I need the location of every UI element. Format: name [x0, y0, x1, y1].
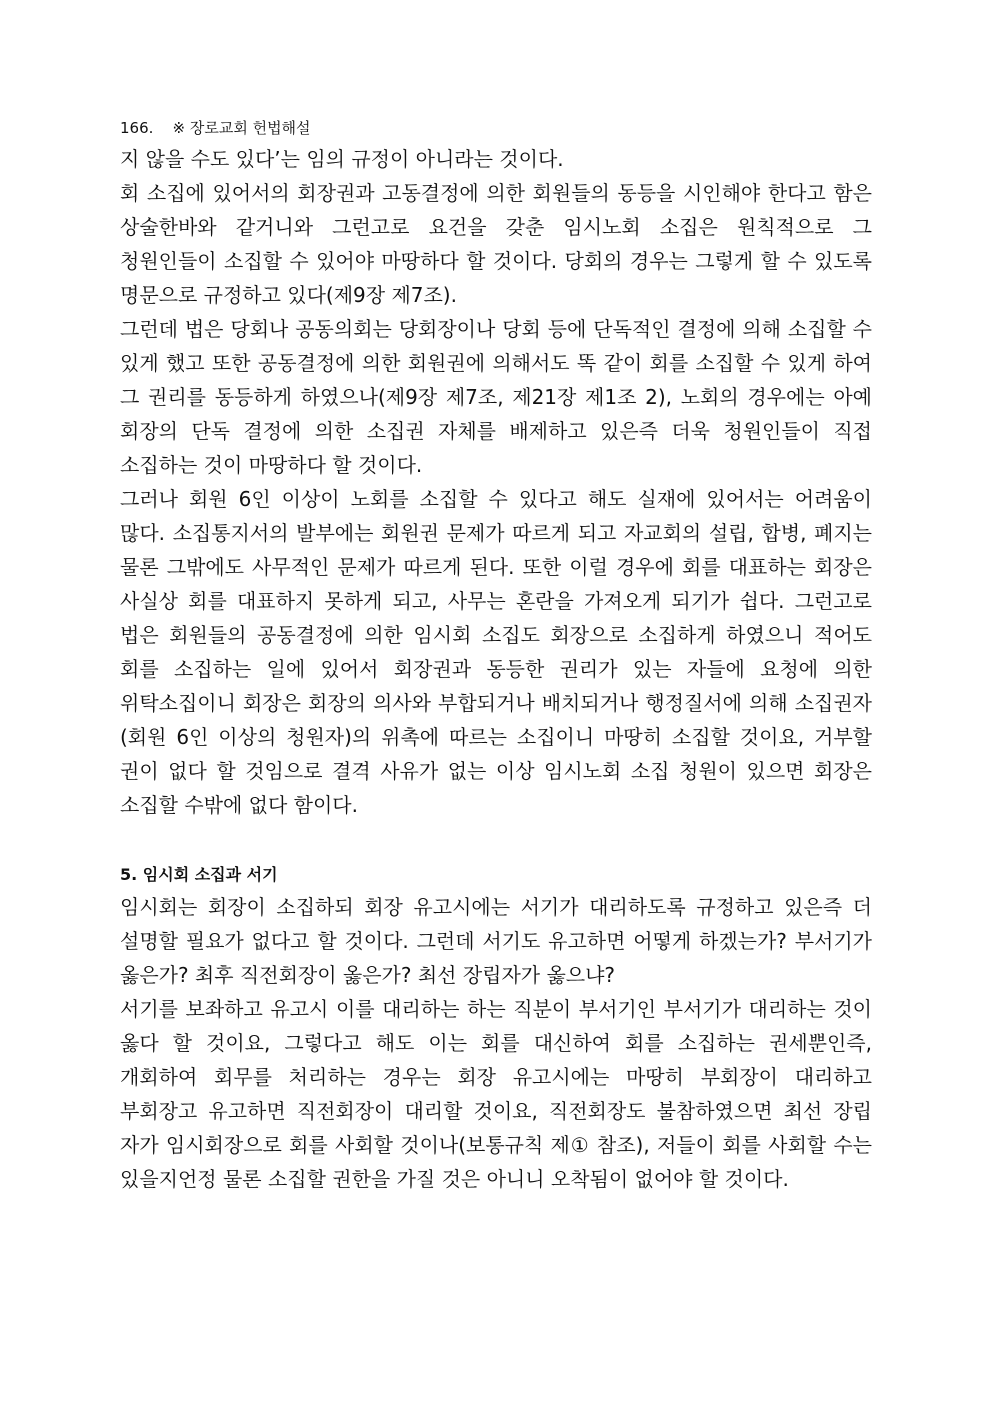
paragraph: 서기를 보좌하고 유고시 이를 대리하는 하는 직분이 부서기인 부서기가 대리하는 것이 옳다 할 것이요, 그렇다고 해도 이는 회를 대신하여 회를 소집하는 권세뿐인즉, 개회하여 회무를 처리하는 경우는 회장 유고시에는 마땅히 부회장이 대리하고 부회장고 유고하면 직전회장이 대리할 것이요, 직전회장도 불참하였으면 최선 장립 자가 임시회장으로 회를 사회할 것이나(보통규칙 제① 참조), 저들이 회를 사회할 수는 있을지언정 물론 소집할 권한을 가질 것은 아니니 오착됨이 없어야 할 것이다. [120, 997, 872, 1191]
document-page [120, 118, 872, 1196]
running-title: ※ 장로교회 헌법해설 [172, 119, 311, 137]
page-number: 166. [120, 119, 154, 137]
body-before-section [120, 142, 872, 822]
body-after-section [120, 890, 872, 1196]
section-spacer [120, 822, 872, 860]
paragraph: 회 소집에 있어서의 회장권과 고동결정에 의한 회원들의 동등을 시인해야 한다고 함은 상술한바와 같거니와 그런고로 요건을 갖춘 임시노회 소집은 원칙적으로 그 청원인들이 소집할 수 있어야 마땅하다 할 것이다. 당회의 경우는 그렇게 할 수 있도록 명문으로 규정하고 있다(제9장 제7조). [120, 181, 872, 307]
page-header [120, 118, 872, 142]
paragraph: 그러나 회원 6인 이상이 노회를 소집할 수 있다고 해도 실재에 있어서는 어려움이 많다. 소집통지서의 발부에는 회원권 문제가 따르게 되고 자교회의 설립, 합병, 폐지는 물론 그밖에도 사무적인 문제가 따르게 된다. 또한 이럴 경우에 회를 대표하는 회장은 사실상 회를 대표하지 못하게 되고, 사무는 혼란을 가져오게 되기가 쉽다. 그런고로 법은 회원들의 공동결정에 의한 임시회 소집도 회장으로 소집하게 하였으니 적어도 회를 소집하는 일에 있어서 회장권과 동등한 권리가 있는 자들에 요청에 의한 위탁소집이니 회장은 회장의 의사와 부합되거나 배치되거나 행정질서에 의해 소집권자(회원 6인 이상의 청원자)의 위촉에 따르는 소집이니 마땅히 소집할 것이요, 거부할 권이 없다 할 것임으로 결격 사유가 없는 이상 임시노회 소집 청원이 있으면 회장은 소집할 수밖에 없다 함이다. [120, 487, 872, 817]
paragraph: 임시회는 회장이 소집하되 회장 유고시에는 서기가 대리하도록 규정하고 있은즉 더 설명할 필요가 없다고 할 것이다. 그런데 서기도 유고하면 어떻게 하겠는가? 부서기가 옳은가? 최후 직전회장이 옳은가? 최선 장립자가 옳으냐? [120, 895, 872, 987]
paragraph: 그런데 법은 당회나 공동의회는 당회장이나 당회 등에 단독적인 결정에 의해 소집할 수 있게 했고 또한 공동결정에 의한 회원권에 의해서도 똑 같이 회를 소집할 수 있게 하여 그 권리를 동등하게 하였으나(제9장 제7조, 제21장 제1조 2), 노회의 경우에는 아예 회장의 단독 결정에 의한 소집권 자체를 배제하고 있은즉 더욱 청원인들이 직접 소집하는 것이 마땅하다 할 것이다. [120, 317, 872, 477]
section-heading: 5. 임시회 소집과 서기 [120, 865, 278, 884]
paragraph: 지 않을 수도 있다’는 임의 규정이 아니라는 것이다. [120, 147, 564, 171]
